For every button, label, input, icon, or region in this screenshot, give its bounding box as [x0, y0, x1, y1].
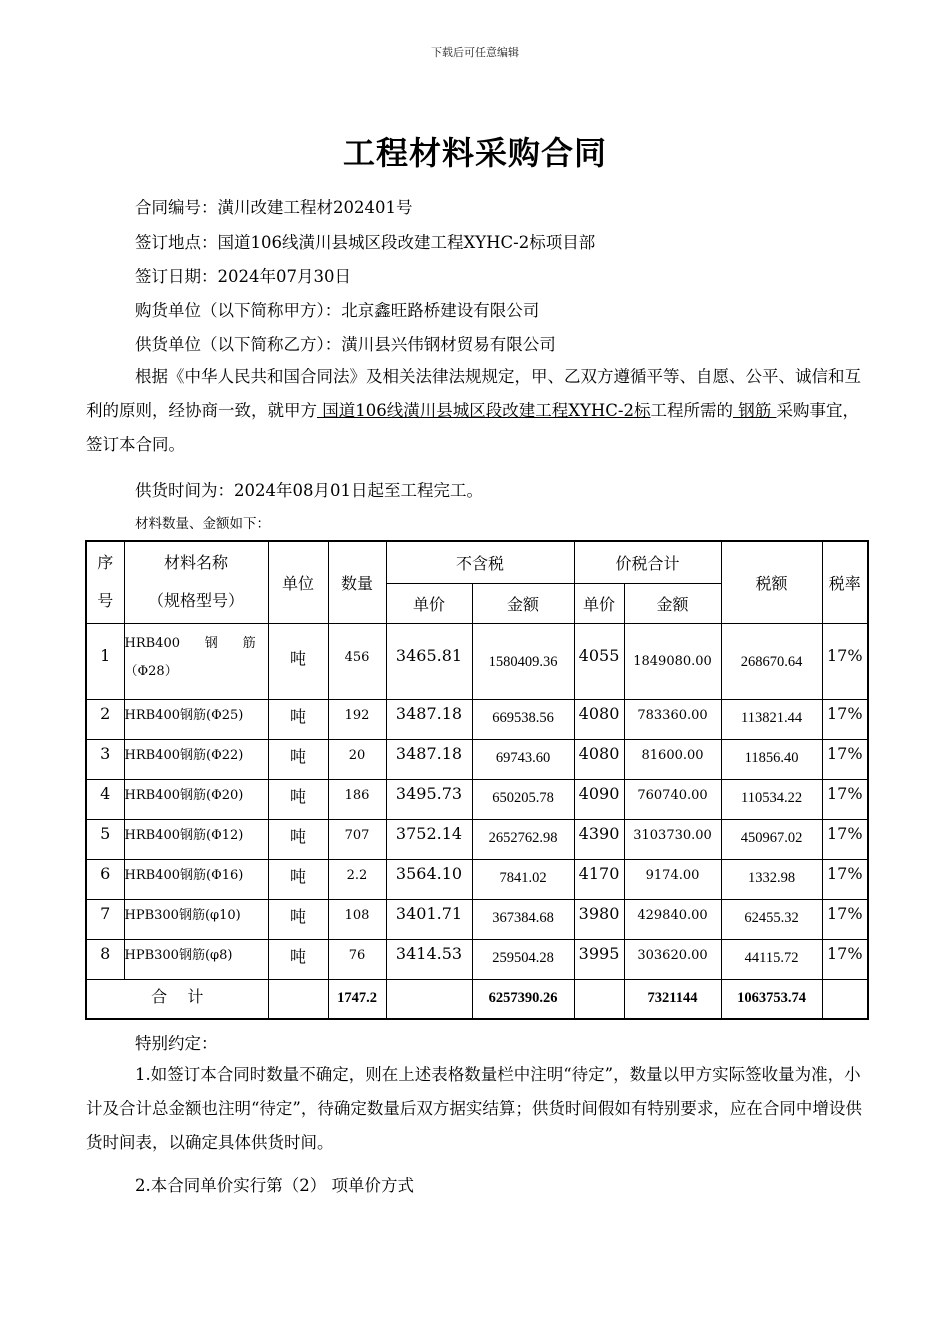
cell-unit: 吨	[268, 859, 328, 899]
cell-price-tax: 4090	[574, 779, 624, 819]
special-clause-1	[86, 1058, 866, 1160]
material-name: 钢筋	[732, 401, 777, 420]
cell-price: 3401.71	[386, 899, 472, 939]
cell-tax: 110534.22	[721, 779, 822, 819]
cell-tax: 268670.64	[721, 623, 822, 699]
special-heading: 特别约定：	[135, 1034, 218, 1053]
cell-material: HRB400钢筋(Φ25)	[124, 699, 268, 739]
cell-amount-tax: 303620.00	[624, 939, 721, 979]
cell-unit: 吨	[268, 699, 328, 739]
header-unit: 单位	[268, 541, 328, 623]
total-amount-tax: 7321144	[624, 979, 721, 1019]
cell-rate: 17%	[822, 859, 868, 899]
cell-rate: 17%	[822, 939, 868, 979]
cell-amount-tax: 3103730.00	[624, 819, 721, 859]
cell-amount-tax: 9174.00	[624, 859, 721, 899]
cell-amount: 7841.02	[472, 859, 574, 899]
cell-seq: 2	[86, 699, 124, 739]
table-row	[86, 859, 868, 899]
cell-seq: 8	[86, 939, 124, 979]
cell-tax: 62455.32	[721, 899, 822, 939]
total-rate-empty	[822, 979, 868, 1019]
header-excl-tax: 不含税	[386, 541, 574, 583]
table-row	[86, 779, 868, 819]
cell-amount: 2652762.98	[472, 819, 574, 859]
cell-material: HRB400钢筋(Φ20)	[124, 779, 268, 819]
total-unit-empty	[268, 979, 328, 1019]
preamble-text-1: 根据《中华人民共和国合同法》及相关法律法规规定，甲、乙双方遵循平等、自愿、公平、诚信和互利的原则，经协商一致，就甲方	[86, 367, 861, 420]
cell-amount-tax: 429840.00	[624, 899, 721, 939]
special-clause-2: 2.本合同单价实行第（2） 项单价方式	[135, 1176, 414, 1195]
cell-seq: 5	[86, 819, 124, 859]
cell-seq: 6	[86, 859, 124, 899]
cell-material: HRB400钢筋(Φ16)	[124, 859, 268, 899]
cell-unit: 吨	[268, 899, 328, 939]
cell-unit: 吨	[268, 739, 328, 779]
total-qty: 1747.2	[328, 979, 386, 1019]
cell-amount: 669538.56	[472, 699, 574, 739]
signing-date: 签订日期：2024年07月30日	[135, 267, 351, 286]
cell-qty: 76	[328, 939, 386, 979]
cell-qty: 2.2	[328, 859, 386, 899]
cell-amount-tax: 81600.00	[624, 739, 721, 779]
cell-price-tax: 4080	[574, 699, 624, 739]
cell-tax: 11856.40	[721, 739, 822, 779]
buyer-party: 购货单位（以下简称甲方）：北京鑫旺路桥建设有限公司	[135, 301, 540, 320]
header-note: 下载后可任意编辑	[431, 46, 519, 59]
supplier-party: 供货单位（以下简称乙方）：潢川县兴伟钢材贸易有限公司	[135, 335, 556, 354]
table-row	[86, 739, 868, 779]
cell-unit: 吨	[268, 939, 328, 979]
cell-qty: 108	[328, 899, 386, 939]
header-tax: 税额	[721, 541, 822, 623]
header-amount: 金额	[472, 583, 574, 623]
cell-rate: 17%	[822, 819, 868, 859]
cell-price: 3465.81	[386, 623, 472, 699]
cell-rate: 17%	[822, 623, 868, 699]
table-row	[86, 699, 868, 739]
cell-qty: 186	[328, 779, 386, 819]
cell-amount: 650205.78	[472, 779, 574, 819]
total-tax: 1063753.74	[721, 979, 822, 1019]
table-intro: 材料数量、金额如下：	[135, 516, 270, 532]
cell-price: 3495.73	[386, 779, 472, 819]
cell-price-tax: 4170	[574, 859, 624, 899]
document-title: 工程材料采购合同	[342, 134, 607, 172]
cell-tax: 113821.44	[721, 699, 822, 739]
cell-rate: 17%	[822, 699, 868, 739]
cell-price-tax: 3980	[574, 899, 624, 939]
header-unit-price: 单价	[386, 583, 472, 623]
contract-number: 合同编号：潢川改建工程材202401号	[135, 198, 413, 217]
signing-location: 签订地点：国道106线潢川县城区段改建工程XYHC-2标项目部	[135, 233, 596, 252]
cell-price-tax: 4390	[574, 819, 624, 859]
cell-amount-tax: 1849080.00	[624, 623, 721, 699]
cell-seq: 1	[86, 623, 124, 699]
cell-amount: 367384.68	[472, 899, 574, 939]
cell-seq: 7	[86, 899, 124, 939]
cell-seq: 4	[86, 779, 124, 819]
cell-tax: 1332.98	[721, 859, 822, 899]
table-row	[86, 819, 868, 859]
cell-rate: 17%	[822, 739, 868, 779]
cell-qty: 707	[328, 819, 386, 859]
cell-price-tax: 4055	[574, 623, 624, 699]
total-amount: 6257390.26	[472, 979, 574, 1019]
header-seq: 序 号	[86, 541, 124, 623]
cell-material: HPB300钢筋(φ10)	[124, 899, 268, 939]
cell-tax: 450967.02	[721, 819, 822, 859]
preamble-paragraph	[86, 360, 866, 462]
table-row	[86, 939, 868, 979]
cell-seq: 3	[86, 739, 124, 779]
preamble-text-2: 工程所需的	[650, 401, 733, 420]
cell-rate: 17%	[822, 779, 868, 819]
cell-material: HRB400钢筋(Φ12)	[124, 819, 268, 859]
cell-price: 3487.18	[386, 739, 472, 779]
cell-price-tax: 4080	[574, 739, 624, 779]
cell-price: 3414.53	[386, 939, 472, 979]
cell-price: 3564.10	[386, 859, 472, 899]
header-quantity: 数量	[328, 541, 386, 623]
cell-amount-tax: 760740.00	[624, 779, 721, 819]
total-price-empty	[386, 979, 472, 1019]
cell-amount-tax: 783360.00	[624, 699, 721, 739]
total-label: 合 计	[86, 979, 268, 1019]
cell-material: HRB400 钢 筋 （Φ28）	[124, 623, 268, 699]
clause-1-text: 1.如签订本合同时数量不确定，则在上述表格数量栏中注明“待定”，数量以甲方实际签收量为准，小计及合计总金额也注明“待定”，待确定数量后双方据实结算；供货时间假如有特别要求，应在合同中增设供货时间表，以确定具体供货时间。	[86, 1065, 862, 1152]
cell-unit: 吨	[268, 779, 328, 819]
header-tax-rate: 税率	[822, 541, 868, 623]
cell-qty: 456	[328, 623, 386, 699]
cell-amount: 1580409.36	[472, 623, 574, 699]
header-unit-price-tax: 单价	[574, 583, 624, 623]
cell-price: 3752.14	[386, 819, 472, 859]
cell-price: 3487.18	[386, 699, 472, 739]
total-price-tax-empty	[574, 979, 624, 1019]
cell-qty: 192	[328, 699, 386, 739]
cell-rate: 17%	[822, 899, 868, 939]
total-row	[86, 979, 868, 1019]
header-material-name: 材料名称 （规格型号）	[124, 541, 268, 623]
cell-material: HRB400钢筋(Φ22)	[124, 739, 268, 779]
cell-material: HPB300钢筋(φ8)	[124, 939, 268, 979]
cell-unit: 吨	[268, 819, 328, 859]
cell-amount: 69743.60	[472, 739, 574, 779]
preamble-text-3: 采购事宜，签订本合同。	[86, 401, 859, 454]
cell-qty: 20	[328, 739, 386, 779]
table-row	[86, 899, 868, 939]
supply-time: 供货时间为：2024年08月01日起至工程完工。	[135, 481, 483, 500]
header-amount-tax: 金额	[624, 583, 721, 623]
cell-price-tax: 3995	[574, 939, 624, 979]
header-incl-tax: 价税合计	[574, 541, 721, 583]
cell-tax: 44115.72	[721, 939, 822, 979]
table-row	[86, 623, 868, 699]
cell-unit: 吨	[268, 623, 328, 699]
cell-amount: 259504.28	[472, 939, 574, 979]
materials-table	[85, 540, 869, 1020]
project-name: 国道106线潢川县城区段改建工程XYHC-2标	[317, 401, 651, 420]
